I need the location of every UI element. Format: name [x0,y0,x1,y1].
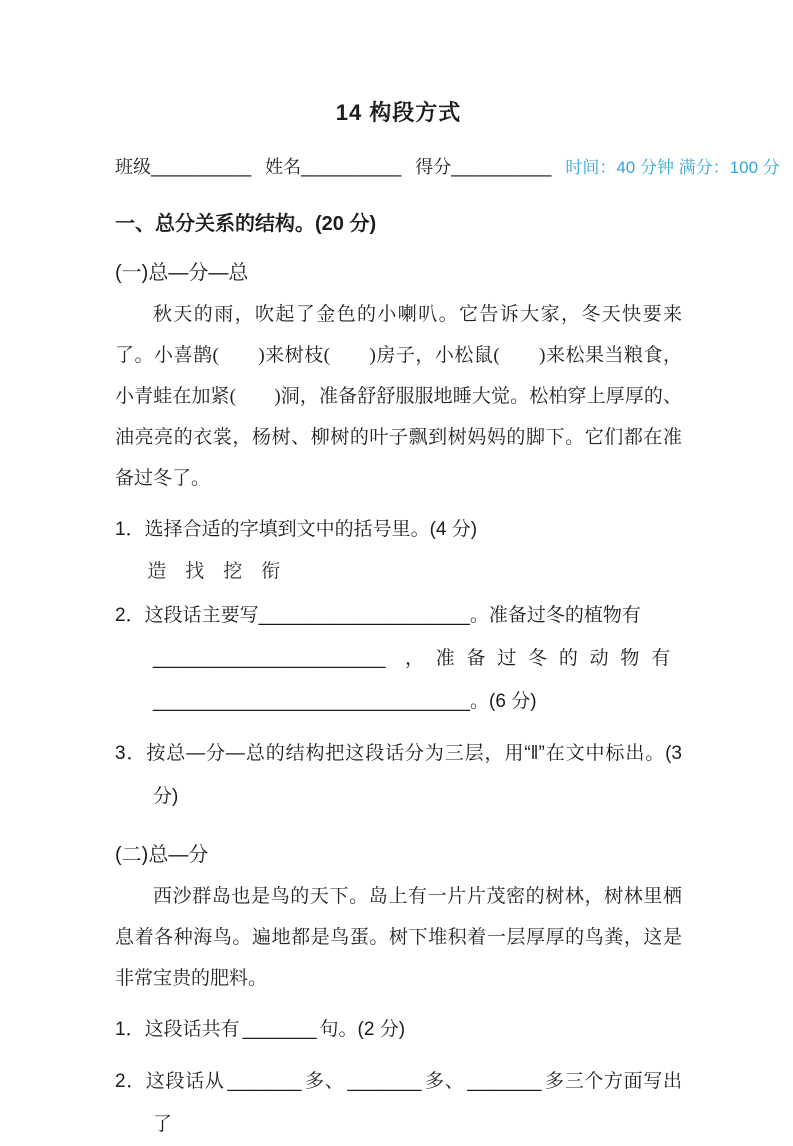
s1p1-question1: 1．选择合适的字填到文中的括号里。(4 分) [115,519,478,540]
class-blank: __________ [151,157,252,177]
p2q2-blank2: _______ [347,1071,422,1092]
part1-subheading: (一)总—分—总 [115,262,249,284]
q2-blank2: ______________________ [153,648,386,669]
q2-lead: 2．这段话主要写 [115,605,259,626]
name-field [265,153,401,179]
class-field [115,153,251,179]
s1p2-question1 [115,1008,682,1051]
q2-blank1: ____________________ [258,605,470,626]
p2q2-blank1: _______ [227,1071,302,1092]
s1p1-question3: 3．按总—分—总的结构把这段话分为三层，用“‖”在文中标出。(3 分) [115,743,682,807]
s1p1-q2-line2 [115,637,682,680]
name-label: 姓名 [265,157,302,177]
name-blank: __________ [301,157,402,177]
score-label: 得分 [415,157,452,177]
passage-xisha-islands: 西沙群岛也是鸟的天下。岛上有一片片茂密的树林，树林里栖息着各种海鸟。遍地都是鸟蛋。树下堆积着一层厚厚的鸟粪，这是非常宝贵的肥料。 [115,886,682,989]
score-blank: __________ [451,157,552,177]
q2-mid1: 。准备过冬的植物有 [469,605,641,626]
p2q1-tail: 句。(2 分) [319,1019,406,1040]
p2q2-tail: 多三个方面写出了 [153,1071,682,1135]
s1p2-question2 [115,1060,682,1146]
doc-title: 14 构段方式 [335,100,462,125]
passage-autumn-rain: 秋天的雨，吹起了金色的小喇叭。它告诉大家，冬天快要来了。小喜鹊( )来树枝( )房子，小松鼠( )来松果当粮食，小青蛙在加紧( )洞，准备舒舒服服地睡大觉。松柏穿上厚厚的、油亮亮的衣裳，杨树、柳树的叶子飘到树妈妈的脚下。它们都在准备过冬了。 [115,304,682,489]
part2-subheading: (二)总—分 [115,844,209,866]
s1p1-q2-line3 [115,680,682,723]
q2-blank3: ______________________________ [153,691,471,712]
p2q1-lead: 1．这段话共有 [115,1019,240,1040]
section1-heading: 一、总分关系的结构。(20 分) [115,213,377,235]
time-score-meta: 时间：40 分钟 满分：100 分 [565,158,780,177]
s1p1-question2 [115,594,682,723]
p2q1-blank: _______ [242,1019,317,1040]
q2-mid2: ，准备过冬的动物有 [404,648,682,669]
p2q2-blank3: _______ [467,1071,542,1092]
p2q2-mid2: 多、 [424,1071,465,1092]
score-field [415,153,551,179]
s1p1-q2-line1 [115,594,682,637]
word-bank: 造 找 挖 衔 [147,561,281,582]
p2q2-lead: 2．这段话从 [115,1071,225,1092]
class-label: 班级 [115,157,151,177]
p2q2-mid1: 多、 [304,1071,345,1092]
q2-tail: 。(6 分) [470,691,537,712]
student-info-line [115,153,780,179]
